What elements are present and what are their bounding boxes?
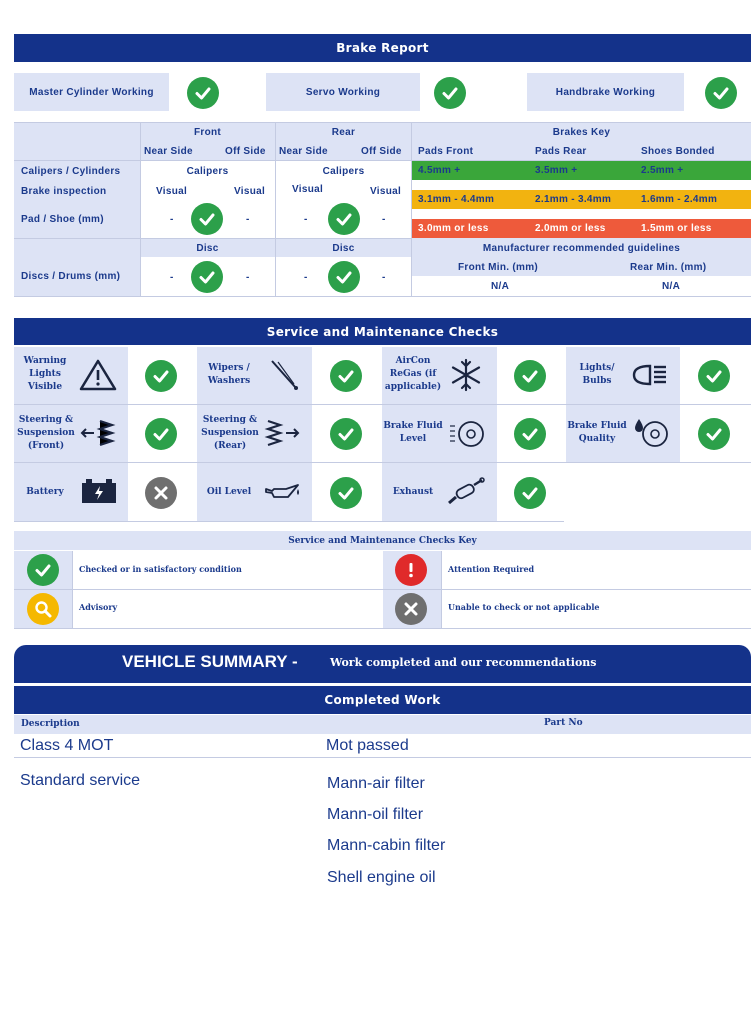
warning-lights-check-icon — [145, 360, 177, 392]
vehicle-summary-title: VEHICLE SUMMARY - — [122, 652, 298, 671]
completed-work-title: Completed Work — [324, 693, 441, 707]
battery-label: Battery — [26, 487, 64, 497]
pad-shoe-label: Pad / Shoe (mm) — [21, 213, 104, 225]
brake-fluid-quality-icon — [632, 416, 672, 450]
rear-pad-check-icon — [328, 203, 360, 235]
aircon-check-icon — [514, 360, 546, 392]
brake-fluid-level-check-icon — [514, 418, 546, 450]
description-column-header: Description — [21, 719, 80, 729]
service-title: Service and Maintenance Checks — [266, 324, 499, 339]
brakes-key-row-green — [412, 161, 751, 180]
work-part-1-3: Shell engine oil — [327, 869, 436, 886]
red-shoes: 1.5mm or less — [641, 223, 712, 234]
key-checked-icon — [27, 554, 59, 586]
discs-drums-label: Discs / Drums (mm) — [21, 270, 121, 282]
key-advisory-label: Advisory — [79, 602, 118, 612]
handbrake-label: Handbrake Working — [555, 86, 656, 98]
front-disc-check-icon — [191, 261, 223, 293]
front-pad-near-dash: - — [170, 213, 174, 225]
brake-fluid-level-icon — [448, 416, 488, 450]
brake-inspection-label: Brake inspection — [21, 185, 107, 197]
handbrake-check-icon — [705, 77, 737, 109]
brakes-key-col-pads-front: Pads Front — [418, 145, 474, 157]
work-part-1-2: Mann-cabin filter — [327, 837, 446, 854]
wiper-icon — [262, 358, 302, 392]
rear-off-visual: Visual — [370, 185, 402, 197]
master-cylinder-label: Master Cylinder Working — [29, 86, 154, 98]
lights-bulbs-check-icon — [698, 360, 730, 392]
front-disc-near-dash: - — [170, 271, 174, 283]
amber-shoes: 1.6mm - 2.4mm — [641, 194, 718, 205]
guidelines-title: Manufacturer recommended guidelines — [482, 242, 681, 254]
steering-rear-check-icon — [330, 418, 362, 450]
front-off-side-header: Off Side — [225, 145, 266, 157]
rear-disc-off-dash: - — [382, 271, 386, 283]
front-near-visual: Visual — [156, 185, 188, 197]
front-min-label: Front Min. (mm) — [458, 261, 539, 273]
key-checked-label: Checked or in satisfactory condition — [79, 564, 242, 574]
amber-pads-front: 3.1mm - 4.4mm — [418, 194, 495, 205]
part-no-column-header: Part No — [544, 718, 583, 728]
key-advisory-icon — [27, 593, 59, 625]
amber-pads-rear: 2.1mm - 3.4mm — [535, 194, 612, 205]
servo-check-icon — [434, 77, 466, 109]
key-attention-icon — [395, 554, 427, 586]
rear-off-side-header: Off Side — [361, 145, 402, 157]
front-disc-header: Disc — [196, 242, 219, 254]
green-pads-rear: 3.5mm + — [535, 165, 578, 176]
servo-label: Servo Working — [305, 86, 381, 98]
work-part-0-0: Mot passed — [326, 737, 409, 754]
master-cylinder-check-icon — [187, 77, 219, 109]
steering-front-check-icon — [145, 418, 177, 450]
completed-work-column-header — [14, 715, 751, 734]
rear-suspension-icon — [262, 416, 302, 450]
vehicle-summary-subtitle: Work completed and our recommendations — [330, 656, 597, 669]
brake-report-header — [14, 34, 751, 62]
brakes-key-col-pads-rear: Pads Rear — [535, 145, 587, 157]
steering-front-label: Steering & Suspension (Front) — [17, 415, 75, 451]
front-disc-off-dash: - — [246, 271, 250, 283]
brake-fluid-quality-label: Brake Fluid Quality — [567, 421, 627, 444]
key-unable-label: Unable to check or not applicable — [448, 602, 600, 612]
exhaust-label: Exhaust — [392, 487, 434, 497]
key-attention-label: Attention Required — [448, 564, 535, 574]
aircon-label: AirCon ReGas (if applicable) — [384, 356, 442, 392]
front-near-side-header: Near Side — [144, 145, 193, 157]
front-suspension-icon — [80, 416, 120, 450]
rear-min-label: Rear Min. (mm) — [630, 261, 707, 273]
snowflake-icon — [446, 358, 486, 392]
work-part-1-1: Mann-oil filter — [327, 806, 424, 823]
service-key-title: Service and Maintenance Checks Key — [288, 535, 477, 546]
green-pads-front: 4.5mm + — [418, 165, 461, 176]
battery-icon — [80, 475, 120, 509]
wipers-label: Wipers / Washers — [207, 363, 251, 386]
front-pad-check-icon — [191, 203, 223, 235]
brakes-key-row-amber — [412, 190, 751, 209]
brake-fluid-quality-check-icon — [698, 418, 730, 450]
brake-fluid-level-label: Brake Fluid Level — [383, 421, 443, 444]
front-min-value: N/A — [491, 280, 510, 292]
red-pads-rear: 2.0mm or less — [535, 223, 606, 234]
exhaust-icon — [446, 475, 486, 509]
rear-near-visual: Visual — [292, 183, 324, 195]
key-unable-icon — [395, 593, 427, 625]
green-shoes: 2.5mm + — [641, 165, 684, 176]
front-pad-off-dash: - — [246, 213, 250, 225]
rear-min-value: N/A — [662, 280, 681, 292]
service-key-title-bar — [14, 531, 751, 550]
vehicle-summary-header — [14, 645, 751, 683]
exhaust-check-icon — [514, 477, 546, 509]
headlight-icon — [630, 358, 670, 392]
brakes-key-col-shoes-bonded: Shoes Bonded — [641, 145, 715, 157]
brake-report-title: Brake Report — [336, 41, 429, 55]
oil-can-icon — [262, 475, 302, 509]
warning-lights-label: Warning Lights Visible — [23, 356, 67, 392]
front-calipers: Calipers — [186, 165, 229, 177]
rear-pad-off-dash: - — [382, 213, 386, 225]
completed-work-header — [14, 686, 751, 714]
front-off-visual: Visual — [234, 185, 266, 197]
wipers-check-icon — [330, 360, 362, 392]
warning-triangle-icon — [78, 358, 118, 392]
rear-calipers: Calipers — [322, 165, 365, 177]
oil-level-label: Oil Level — [206, 487, 252, 497]
work-description-0: Class 4 MOT — [20, 737, 114, 754]
steering-rear-label: Steering & Suspension (Rear) — [201, 415, 259, 451]
brakes-key-title: Brakes Key — [552, 126, 611, 138]
service-header — [14, 318, 751, 345]
calipers-cylinders-label: Calipers / Cylinders — [21, 165, 121, 177]
rear-header: Rear — [331, 126, 356, 138]
brakes-key-row-red — [412, 219, 751, 238]
battery-cross-icon — [145, 477, 177, 509]
work-description-1: Standard service — [20, 772, 141, 789]
rear-disc-header: Disc — [332, 242, 355, 254]
red-pads-front: 3.0mm or less — [418, 223, 489, 234]
work-part-1-0: Mann-air filter — [327, 775, 425, 792]
lights-bulbs-label: Lights/ Bulbs — [579, 363, 615, 386]
oil-level-check-icon — [330, 477, 362, 509]
front-header: Front — [193, 126, 222, 138]
rear-disc-near-dash: - — [304, 271, 308, 283]
rear-pad-near-dash: - — [304, 213, 308, 225]
rear-near-side-header: Near Side — [279, 145, 328, 157]
rear-disc-check-icon — [328, 261, 360, 293]
